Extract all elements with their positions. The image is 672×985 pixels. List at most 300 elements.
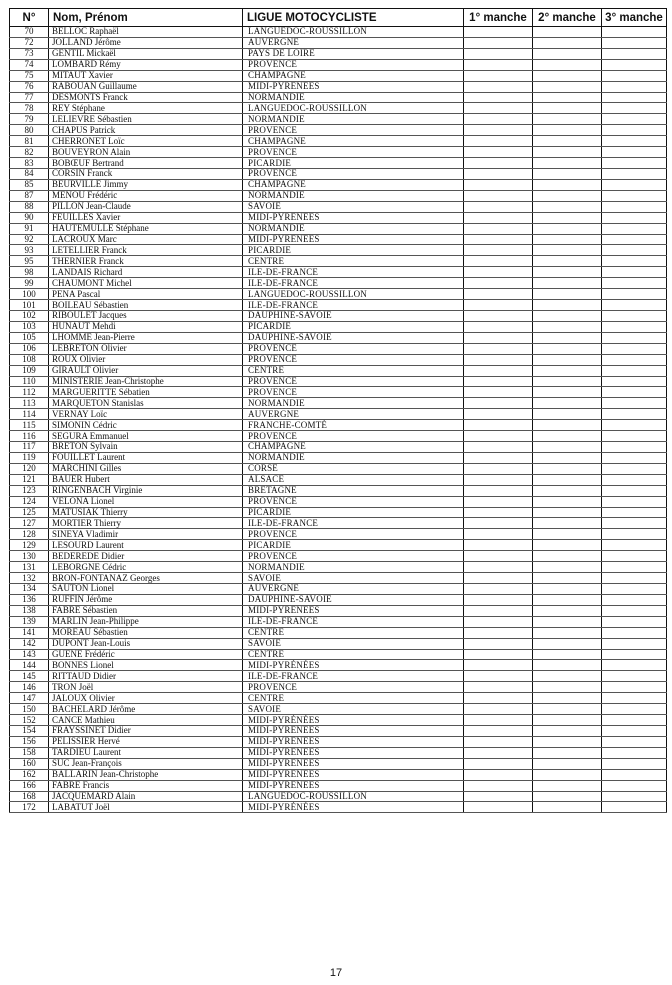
manche-3-cell [602,278,667,289]
rider-name: MARGUERITTE Sébatien [49,387,243,398]
manche-1-cell [464,420,533,431]
manche-3-cell [602,518,667,529]
rider-ligue: CENTRE [243,365,464,376]
rider-name: ROUX Olivier [49,354,243,365]
rider-number: 100 [10,289,49,300]
rider-number: 75 [10,70,49,81]
rider-number: 109 [10,365,49,376]
table-row [10,616,667,627]
rider-number: 131 [10,562,49,573]
table-row [10,332,667,343]
rider-number: 80 [10,125,49,136]
rider-name: SINEYA Vladimir [49,529,243,540]
manche-1-cell [464,693,533,704]
rider-number: 147 [10,693,49,704]
manche-1-cell [464,431,533,442]
manche-3-cell [602,114,667,125]
manche-2-cell [533,573,602,584]
manche-2-cell [533,420,602,431]
rider-name: MARLIN Jean-Philippe [49,616,243,627]
rider-number: 136 [10,594,49,605]
manche-2-cell [533,92,602,103]
manche-3-cell [602,758,667,769]
manche-2-cell [533,114,602,125]
table-row [10,343,667,354]
manche-3-cell [602,452,667,463]
rider-number: 160 [10,758,49,769]
manche-2-cell [533,147,602,158]
rider-name: REY Stéphane [49,103,243,114]
rider-ligue: ILE-DE-FRANCE [243,278,464,289]
rider-name: FRAYSSINET Didier [49,726,243,737]
table-row [10,715,667,726]
table-row [10,376,667,387]
table-row [10,627,667,638]
manche-1-cell [464,168,533,179]
manche-2-cell [533,136,602,147]
rider-name: BRON-FONTANAZ Georges [49,573,243,584]
table-row [10,496,667,507]
rider-ligue: NORMANDIE [243,452,464,463]
manche-3-cell [602,92,667,103]
rider-number: 90 [10,212,49,223]
rider-ligue: LANGUEDOC-ROUSSILLON [243,289,464,300]
rider-ligue: SAVOIE [243,638,464,649]
rider-number: 81 [10,136,49,147]
rider-ligue: DAUPHINÉ-SAVOIE [243,594,464,605]
manche-2-cell [533,310,602,321]
rider-name: RINGENBACH Virginie [49,485,243,496]
rider-name: LABATUT Joël [49,802,243,813]
manche-2-cell [533,387,602,398]
manche-2-cell [533,780,602,791]
table-row [10,540,667,551]
rider-number: 115 [10,420,49,431]
rider-name: MORTIER Thierry [49,518,243,529]
manche-1-cell [464,682,533,693]
table-row [10,48,667,59]
rider-ligue: CORSE [243,463,464,474]
manche-1-cell [464,92,533,103]
manche-1-cell [464,70,533,81]
rider-number: 132 [10,573,49,584]
manche-1-cell [464,791,533,802]
manche-3-cell [602,59,667,70]
table-row [10,234,667,245]
manche-2-cell [533,736,602,747]
rider-ligue: LANGUEDOC-ROUSSILLON [243,791,464,802]
manche-2-cell [533,321,602,332]
manche-2-cell [533,649,602,660]
manche-3-cell [602,780,667,791]
rider-number: 76 [10,81,49,92]
manche-1-cell [464,256,533,267]
manche-1-cell [464,376,533,387]
table-row [10,70,667,81]
manche-2-cell [533,158,602,169]
manche-1-cell [464,300,533,311]
manche-3-cell [602,48,667,59]
manche-1-cell [464,704,533,715]
rider-name: CHAPUS Patrick [49,125,243,136]
manche-2-cell [533,59,602,70]
rider-ligue: LANGUEDOC-ROUSSILLON [243,103,464,114]
table-row [10,300,667,311]
manche-2-cell [533,256,602,267]
rider-name: RABOUAN Guillaume [49,81,243,92]
manche-1-cell [464,638,533,649]
table-row [10,245,667,256]
manche-3-cell [602,27,667,38]
table-row [10,660,667,671]
rider-number: 102 [10,310,49,321]
table-row [10,551,667,562]
table-row [10,92,667,103]
table-row [10,136,667,147]
rider-number: 123 [10,485,49,496]
rider-ligue: PROVENCE [243,343,464,354]
rider-name: FEUILLES Xavier [49,212,243,223]
table-row [10,37,667,48]
rider-number: 110 [10,376,49,387]
manche-1-cell [464,802,533,813]
rider-ligue: CHAMPAGNE [243,136,464,147]
rider-ligue: PICARDIE [243,321,464,332]
rider-name: GUENE Frédéric [49,649,243,660]
table-row [10,125,667,136]
manche-2-cell [533,594,602,605]
rider-ligue: DAUPHINÉ-SAVOIE [243,310,464,321]
manche-3-cell [602,584,667,595]
manche-1-cell [464,736,533,747]
rider-ligue: MIDI-PYRÉNÉES [243,736,464,747]
rider-ligue: MIDI-PYRÉNÉES [243,769,464,780]
manche-3-cell [602,474,667,485]
rider-number: 116 [10,431,49,442]
rider-ligue: ALSACE [243,474,464,485]
manche-3-cell [602,540,667,551]
manche-3-cell [602,420,667,431]
rider-ligue: DAUPHINÉ-SAVOIE [243,332,464,343]
rider-number: 150 [10,704,49,715]
rider-number: 156 [10,736,49,747]
header-manche-1: 1° manche [464,9,533,27]
manche-3-cell [602,507,667,518]
rider-number: 87 [10,190,49,201]
header-manche-3: 3° manche [602,9,667,27]
manche-2-cell [533,70,602,81]
table-row [10,103,667,114]
rider-number: 88 [10,201,49,212]
manche-3-cell [602,179,667,190]
manche-2-cell [533,682,602,693]
rider-name: BOBŒUF Bertrand [49,158,243,169]
manche-1-cell [464,529,533,540]
table-row [10,168,667,179]
rider-ligue: MIDI-PYRÉNÉES [243,81,464,92]
manche-3-cell [602,616,667,627]
table-row [10,693,667,704]
manche-1-cell [464,463,533,474]
rider-name: RITTAUD Didier [49,671,243,682]
rider-name: SEGURA Emmanuel [49,431,243,442]
rider-name: BALLARIN Jean-Christophe [49,769,243,780]
rider-name: SUC Jean-François [49,758,243,769]
manche-1-cell [464,452,533,463]
manche-2-cell [533,365,602,376]
rider-name: PELISSIER Hervé [49,736,243,747]
manche-2-cell [533,289,602,300]
manche-2-cell [533,245,602,256]
manche-2-cell [533,769,602,780]
rider-name: FABRE Francis [49,780,243,791]
riders-table-body [10,27,667,813]
rider-ligue: NORMANDIE [243,562,464,573]
manche-2-cell [533,168,602,179]
manche-3-cell [602,562,667,573]
table-row [10,212,667,223]
rider-ligue: MIDI-PYRÉNÉES [243,726,464,737]
table-row [10,420,667,431]
rider-ligue: LANGUEDOC-ROUSSILLON [243,27,464,38]
manche-3-cell [602,321,667,332]
manche-2-cell [533,212,602,223]
rider-ligue: FRANCHE-COMTÉ [243,420,464,431]
rider-name: CORSIN Franck [49,168,243,179]
manche-3-cell [602,463,667,474]
rider-ligue: PROVENCE [243,354,464,365]
rider-ligue: PROVENCE [243,431,464,442]
rider-name: BOILEAU Sébastien [49,300,243,311]
manche-1-cell [464,37,533,48]
rider-number: 103 [10,321,49,332]
manche-3-cell [602,573,667,584]
manche-3-cell [602,715,667,726]
manche-2-cell [533,463,602,474]
page-number: 17 [329,967,343,979]
table-row [10,802,667,813]
rider-number: 95 [10,256,49,267]
manche-1-cell [464,409,533,420]
table-row [10,791,667,802]
rider-number: 139 [10,616,49,627]
rider-number: 108 [10,354,49,365]
table-row [10,310,667,321]
rider-name: BRETON Sylvain [49,442,243,453]
manche-1-cell [464,551,533,562]
manche-2-cell [533,452,602,463]
manche-1-cell [464,496,533,507]
manche-1-cell [464,747,533,758]
manche-1-cell [464,27,533,38]
manche-3-cell [602,289,667,300]
rider-ligue: PROVENCE [243,147,464,158]
rider-name: PENA Pascal [49,289,243,300]
rider-name: GIRAULT Olivier [49,365,243,376]
rider-name: MARCHINI Gilles [49,463,243,474]
rider-number: 78 [10,103,49,114]
manche-3-cell [602,103,667,114]
manche-1-cell [464,201,533,212]
table-row [10,638,667,649]
rider-ligue: PROVENCE [243,376,464,387]
manche-2-cell [533,704,602,715]
manche-2-cell [533,802,602,813]
rider-ligue: NORMANDIE [243,223,464,234]
table-row [10,278,667,289]
rider-ligue: ILE-DE-FRANCE [243,518,464,529]
manche-2-cell [533,791,602,802]
manche-1-cell [464,780,533,791]
manche-1-cell [464,310,533,321]
header-row [10,9,667,27]
table-row [10,147,667,158]
rider-name: LHOMME Jean-Pierre [49,332,243,343]
manche-2-cell [533,562,602,573]
manche-2-cell [533,671,602,682]
rider-ligue: CHAMPAGNE [243,179,464,190]
manche-3-cell [602,736,667,747]
rider-number: 99 [10,278,49,289]
rider-number: 73 [10,48,49,59]
manche-3-cell [602,496,667,507]
manche-1-cell [464,278,533,289]
table-row [10,179,667,190]
rider-ligue: AUVERGNE [243,37,464,48]
manche-2-cell [533,551,602,562]
manche-3-cell [602,354,667,365]
rider-name: SAUTON Lionel [49,584,243,595]
rider-name: SIMONIN Cédric [49,420,243,431]
manche-3-cell [602,594,667,605]
table-row [10,267,667,278]
manche-1-cell [464,387,533,398]
rider-number: 141 [10,627,49,638]
rider-ligue: SAVOIE [243,201,464,212]
manche-3-cell [602,605,667,616]
rider-number: 130 [10,551,49,562]
manche-2-cell [533,201,602,212]
manche-2-cell [533,103,602,114]
rider-ligue: MIDI-PYRÉNÉES [243,802,464,813]
manche-2-cell [533,409,602,420]
rider-number: 77 [10,92,49,103]
manche-1-cell [464,48,533,59]
rider-ligue: PROVENCE [243,496,464,507]
table-row [10,584,667,595]
manche-3-cell [602,300,667,311]
rider-ligue: SAVOIE [243,704,464,715]
manche-3-cell [602,234,667,245]
table-row [10,365,667,376]
table-row [10,354,667,365]
rider-ligue: SAVOIE [243,573,464,584]
rider-ligue: MIDI-PYRÉNÉES [243,605,464,616]
table-row [10,747,667,758]
header-name: Nom, Prénom [49,9,243,27]
manche-3-cell [602,158,667,169]
manche-3-cell [602,310,667,321]
rider-name: JALOUX Olivier [49,693,243,704]
manche-1-cell [464,627,533,638]
manche-2-cell [533,638,602,649]
manche-3-cell [602,431,667,442]
rider-ligue: MIDI-PYRÉNÉES [243,715,464,726]
manche-2-cell [533,223,602,234]
rider-number: 112 [10,387,49,398]
rider-name: DESMONTS Franck [49,92,243,103]
rider-ligue: ILE-DE-FRANCE [243,616,464,627]
rider-name: CHERRONET Loïc [49,136,243,147]
manche-2-cell [533,616,602,627]
table-row [10,201,667,212]
rider-name: BACHELARD Jérôme [49,704,243,715]
rider-ligue: PROVENCE [243,682,464,693]
table-row [10,223,667,234]
manche-3-cell [602,627,667,638]
manche-1-cell [464,114,533,125]
rider-ligue: MIDI-PYRÉNÉES [243,212,464,223]
rider-ligue: PROVENCE [243,387,464,398]
rider-ligue: MIDI-PYRÉNÉES [243,780,464,791]
rider-name: MOREAU Sébastien [49,627,243,638]
manche-1-cell [464,398,533,409]
table-row [10,321,667,332]
rider-number: 121 [10,474,49,485]
manche-3-cell [602,398,667,409]
manche-3-cell [602,267,667,278]
manche-1-cell [464,594,533,605]
manche-1-cell [464,540,533,551]
manche-1-cell [464,245,533,256]
manche-3-cell [602,671,667,682]
table-row [10,398,667,409]
manche-1-cell [464,212,533,223]
manche-1-cell [464,190,533,201]
rider-name: LANDAIS Richard [49,267,243,278]
table-row [10,736,667,747]
rider-number: 120 [10,463,49,474]
rider-number: 154 [10,726,49,737]
rider-name: MITAUT Xavier [49,70,243,81]
rider-name: BOUVEYRON Alain [49,147,243,158]
manche-2-cell [533,747,602,758]
manche-3-cell [602,693,667,704]
manche-3-cell [602,256,667,267]
table-row [10,573,667,584]
rider-ligue: ILE-DE-FRANCE [243,267,464,278]
rider-ligue: AUVERGNE [243,409,464,420]
manche-3-cell [602,802,667,813]
manche-3-cell [602,168,667,179]
rider-number: 134 [10,584,49,595]
riders-table [9,8,667,813]
table-row [10,780,667,791]
manche-3-cell [602,704,667,715]
rider-number: 82 [10,147,49,158]
rider-number: 158 [10,747,49,758]
rider-ligue: PICARDIE [243,507,464,518]
rider-name: RUFFIN Jérôme [49,594,243,605]
rider-name: LEBORGNE Cédric [49,562,243,573]
rider-number: 91 [10,223,49,234]
rider-ligue: NORMANDIE [243,398,464,409]
rider-ligue: CENTRE [243,649,464,660]
table-row [10,649,667,660]
rider-ligue: CENTRE [243,627,464,638]
manche-1-cell [464,81,533,92]
manche-3-cell [602,747,667,758]
